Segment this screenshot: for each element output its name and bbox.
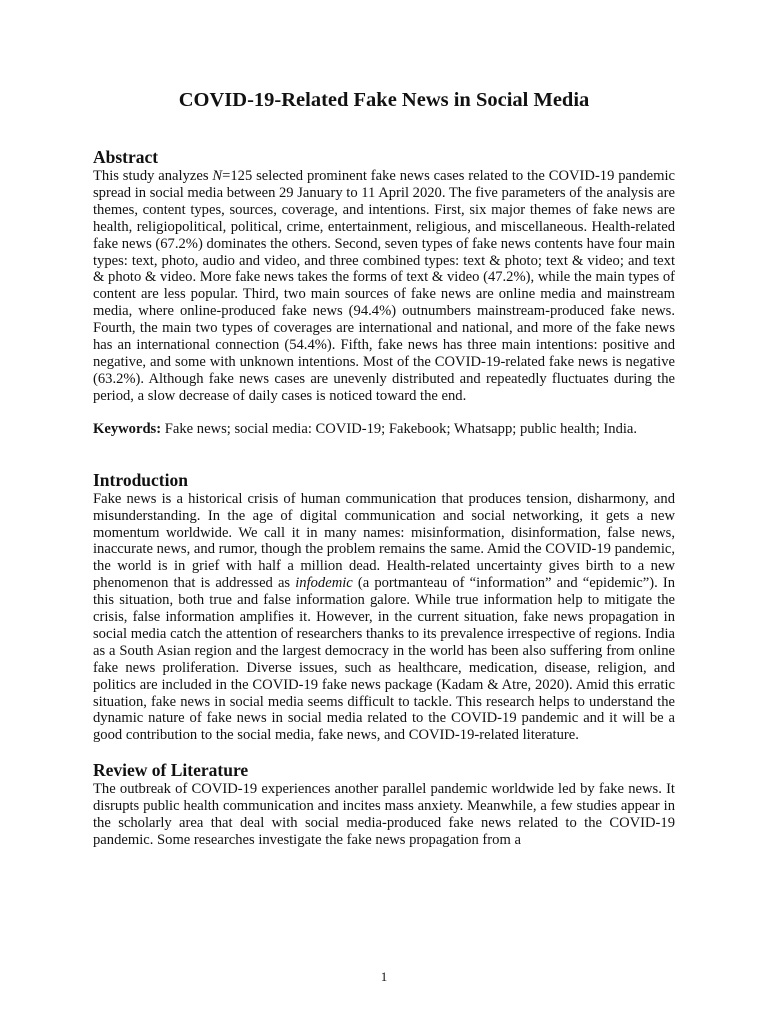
paper-title: COVID-19-Related Fake News in Social Media [178, 89, 590, 111]
review-heading: Review of Literature [93, 760, 249, 781]
keywords-line [93, 421, 675, 438]
abstract-n-symbol: N [212, 168, 223, 184]
abstract-heading: Abstract [93, 147, 159, 167]
keywords-text: Fake news; social media: COVID-19; Fakebook; Whatsapp; public health; India. [161, 420, 638, 437]
page-number: 1 [380, 969, 388, 984]
introduction-section [93, 469, 675, 745]
review-section [93, 759, 675, 849]
abstract-text-post: =125 selected prominent fake news cases related to the COVID-19 pandemic spread in social media between 29 January to 11 April 2020. The five parameters of the analysis are themes, content types, sources, coverage, and intentions. First, six major themes of fake news are health, religiopolitical, political, crime, entertainment, religious, and miscellaneous. Health-related fake news (67.2%) dominates the others. Second, seven types of fake news contents have four main types: text, photo, audio and video, and three combined types: text & photo; text & video; and text & photo & video. More fake news takes the forms of text & video (47.2%), while the main types of content are less popular. Third, two main sources of fake news are online media and mainstream media, where online-produced fake news (94.4%) outnumbers mainstream-produced fake news. Fourth, the main two types of coverages are international and national, and more of the fake news has an international connection (54.4%). Fifth, fake news has three main intentions: positive and negative, and some with unknown intentions. Most of the COVID-19-related fake news is negative (63.2%). Although fake news cases are unevenly distributed and repeatedly fluctuates during the period, a slow decrease of daily cases is noticed toward the end. [93, 168, 675, 404]
abstract-text-pre: This study analyzes [93, 168, 213, 184]
abstract-text [93, 168, 675, 405]
introduction-text-post: (a portmanteau of “information” and “epidemic”). In this situation, both true and false information galore. While true information help to mitigate the crisis, false information amplifies it. However, in the current situation, fake news propagation in social media catch the attention of researchers thanks to its prevalence irrespective of regions. India as a South Asian region and the largest democracy in the world has been also suffering from online fake news proliferation. Diverse issues, such as healthcare, medication, disease, religion, and politics are included in the COVID-19 fake news package (Kadam & Atre, 2020). Amid this erratic situation, fake news in social media seems difficult to tackle. This research helps to understand the dynamic nature of fake news in social media related to the COVID-19 pandemic and it will be a good contribution to the social media, fake news, and COVID-19-related literature. [93, 575, 675, 744]
review-text: The outbreak of COVID-19 experiences another parallel pandemic worldwide led by fake news. It disrupts public health communication and incites mass anxiety. Meanwhile, a few studies appear in the scholarly area that deal with social media-produced fake news related to the COVID-19 pandemic. Some researches investigate the fake news propagation from a [93, 781, 675, 848]
introduction-text-pre: Fake news is a historical crisis of human communication that produces tension, disharmony, and misunderstanding. In the age of digital communication and social networking, it gets a new momentum worldwide. We call it in many names: misinformation, disinformation, false news, inaccurate news, and rumor, though the problem remains the same. Amid the COVID-19 pandemic, the world is in grief with half a million dead. Health-related uncertainty gives birth to a new phenomenon that is addressed as [93, 490, 675, 592]
keywords-label: Keywords: [93, 420, 162, 437]
infodemic-term: infodemic [295, 575, 353, 592]
introduction-heading: Introduction [93, 469, 188, 490]
introduction-text [93, 491, 675, 745]
abstract-section [93, 146, 675, 438]
